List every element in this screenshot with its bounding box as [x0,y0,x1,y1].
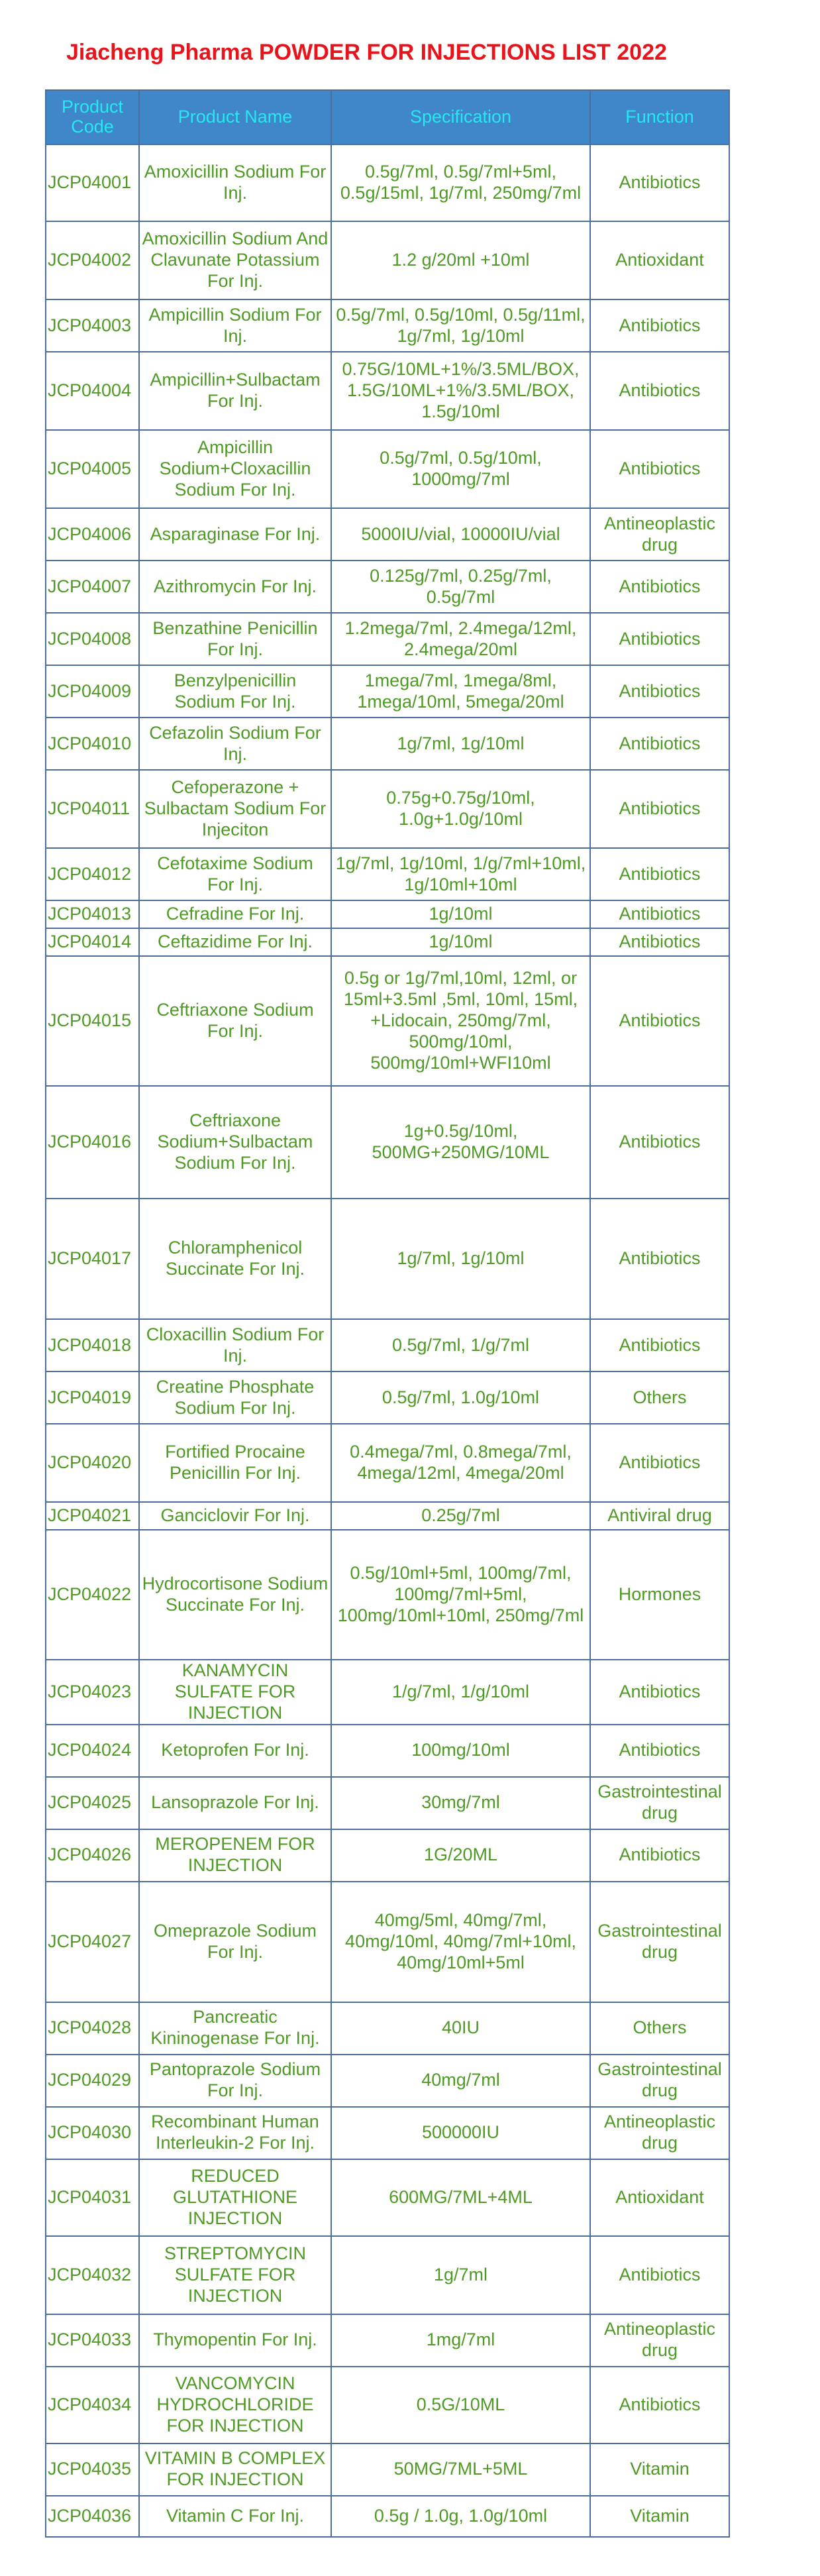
product-specification: 0.25g/7ml [331,1502,590,1530]
product-code: JCP04004 [46,352,139,430]
product-specification: 1g/7ml, 1g/10ml [331,718,590,770]
product-function: Antibiotics [590,1086,729,1199]
product-name: Fortified Procaine Penicillin For Inj. [139,1424,331,1502]
product-specification: 1g/7ml, 1g/10ml [331,1199,590,1319]
table-row [46,1725,729,1777]
product-code: JCP04005 [46,430,139,508]
product-specification: 1g+0.5g/10ml, 500MG+250MG/10ML [331,1086,590,1199]
product-name: Amoxicillin Sodium For Inj. [139,144,331,221]
product-specification: 0.5g or 1g/7ml,10ml, 12ml, or 15ml+3.5ml ,5ml, 10ml, 15ml, +Lidocain, 250mg/7ml, 500mg/10ml, 500mg/10ml+WFI10ml [331,956,590,1086]
product-specification: 1mg/7ml [331,2314,590,2367]
table-row [46,2314,729,2367]
table-row [46,2443,729,2496]
product-name: Omeprazole Sodium For Inj. [139,1882,331,2002]
product-code: JCP04009 [46,665,139,718]
product-specification: 30mg/7ml [331,1777,590,1829]
product-function: Antineoplastic drug [590,2107,729,2159]
table-row [46,1530,729,1660]
product-function: Antibiotics [590,1319,729,1371]
product-specification: 0.75G/10ML+1%/3.5ML/BOX, 1.5G/10ML+1%/3.5ML/BOX, 1.5g/10ml [331,352,590,430]
product-function: Gastrointestinal drug [590,2055,729,2107]
product-specification: 0.5g/7ml, 1.0g/10ml [331,1371,590,1424]
product-specification: 0.125g/7ml, 0.25g/7ml, 0.5g/7ml [331,561,590,613]
table-row [46,2496,729,2537]
product-code: JCP04036 [46,2496,139,2537]
table-row [46,2107,729,2159]
product-function: Antibiotics [590,928,729,956]
product-code: JCP04024 [46,1725,139,1777]
table-row [46,1502,729,1530]
product-function: Antineoplastic drug [590,508,729,561]
product-name: Thymopentin For Inj. [139,2314,331,2367]
table-row [46,613,729,665]
product-code: JCP04025 [46,1777,139,1829]
product-code: JCP04020 [46,1424,139,1502]
product-function: Hormones [590,1530,729,1660]
product-name: Cefoperazone + Sulbactam Sodium For Injeciton [139,770,331,848]
product-specification: 0.5g/7ml, 0.5g/10ml, 0.5g/11ml, 1g/7ml, 1g/10ml [331,299,590,352]
product-specification: 1g/7ml, 1g/10ml, 1/g/7ml+10ml, 1g/10ml+10ml [331,848,590,900]
product-specification: 1G/20ML [331,1829,590,1882]
table-row [46,1371,729,1424]
product-name: STREPTOMYCIN SULFATE FOR INJECTION [139,2236,331,2314]
product-name: Hydrocortisone Sodium Succinate For Inj. [139,1530,331,1660]
product-name: Ceftriaxone Sodium For Inj. [139,956,331,1086]
product-function: Vitamin [590,2496,729,2537]
product-code: JCP04015 [46,956,139,1086]
product-code: JCP04018 [46,1319,139,1371]
product-name: Benzathine Penicillin For Inj. [139,613,331,665]
product-code: JCP04002 [46,221,139,299]
product-name: Ampicillin Sodium For Inj. [139,299,331,352]
product-function: Antineoplastic drug [590,2314,729,2367]
product-name: Cloxacillin Sodium For Inj. [139,1319,331,1371]
product-name: Cefradine For Inj. [139,900,331,928]
table-row [46,1777,729,1829]
table-body [46,144,729,2537]
product-code: JCP04031 [46,2159,139,2236]
product-code: JCP04008 [46,613,139,665]
product-name: Benzylpenicillin Sodium For Inj. [139,665,331,718]
product-code: JCP04011 [46,770,139,848]
table-row [46,2159,729,2236]
product-function: Vitamin [590,2443,729,2496]
product-function: Others [590,1371,729,1424]
table-row [46,2055,729,2107]
product-name: Ceftriaxone Sodium+Sulbactam Sodium For Inj. [139,1086,331,1199]
product-specification: 100mg/10ml [331,1725,590,1777]
table-row [46,2002,729,2055]
product-code: JCP04034 [46,2367,139,2443]
product-name: Creatine Phosphate Sodium For Inj. [139,1371,331,1424]
table-row [46,718,729,770]
table-row [46,956,729,1086]
product-name: Vitamin C For Inj. [139,2496,331,2537]
product-name: VANCOMYCIN HYDROCHLORIDE FOR INJECTION [139,2367,331,2443]
header-function: Function [590,90,729,144]
table-row [46,900,729,928]
product-name: Ganciclovir For Inj. [139,1502,331,1530]
product-code: JCP04007 [46,561,139,613]
table-row [46,665,729,718]
table-row [46,144,729,221]
page-title: Jiacheng Pharma POWDER FOR INJECTIONS LIST 2022 [66,40,667,65]
product-function: Antibiotics [590,718,729,770]
table-row [46,1199,729,1319]
table-row [46,430,729,508]
product-code: JCP04001 [46,144,139,221]
product-function: Antibiotics [590,352,729,430]
product-specification: 500000IU [331,2107,590,2159]
product-name: Asparaginase For Inj. [139,508,331,561]
product-name: KANAMYCIN SULFATE FOR INJECTION [139,1660,331,1725]
product-name: Ketoprofen For Inj. [139,1725,331,1777]
product-specification: 40mg/7ml [331,2055,590,2107]
product-name: Ceftazidime For Inj. [139,928,331,956]
product-code: JCP04014 [46,928,139,956]
product-name: Pantoprazole Sodium For Inj. [139,2055,331,2107]
product-code: JCP04006 [46,508,139,561]
product-code: JCP04013 [46,900,139,928]
table-row [46,221,729,299]
product-specification: 1g/10ml [331,928,590,956]
product-function: Antibiotics [590,144,729,221]
product-code: JCP04027 [46,1882,139,2002]
product-specification: 1g/7ml [331,2236,590,2314]
product-name: MEROPENEM FOR INJECTION [139,1829,331,1882]
product-code: JCP04032 [46,2236,139,2314]
product-specification: 0.4mega/7ml, 0.8mega/7ml, 4mega/12ml, 4mega/20ml [331,1424,590,1502]
product-code: JCP04030 [46,2107,139,2159]
product-name: Azithromycin For Inj. [139,561,331,613]
table-row [46,1086,729,1199]
product-function: Antibiotics [590,2236,729,2314]
product-function: Others [590,2002,729,2055]
table-row [46,2367,729,2443]
product-code: JCP04029 [46,2055,139,2107]
product-name: Ampicillin+Sulbactam For Inj. [139,352,331,430]
product-specification: 600MG/7ML+4ML [331,2159,590,2236]
header-product-code: Product Code [46,90,139,144]
product-specification: 1mega/7ml, 1mega/8ml, 1mega/10ml, 5mega/20ml [331,665,590,718]
product-code: JCP04017 [46,1199,139,1319]
products-table [45,89,730,2538]
table-row [46,1319,729,1371]
product-function: Gastrointestinal drug [590,1882,729,2002]
product-name: Chloramphenicol Succinate For Inj. [139,1199,331,1319]
table-row [46,1829,729,1882]
product-function: Antibiotics [590,770,729,848]
product-code: JCP04003 [46,299,139,352]
product-function: Antioxidant [590,2159,729,2236]
table-row [46,561,729,613]
product-function: Antibiotics [590,1829,729,1882]
product-specification: 1.2mega/7ml, 2.4mega/12ml, 2.4mega/20ml [331,613,590,665]
table-row [46,848,729,900]
table-row [46,508,729,561]
product-code: JCP04016 [46,1086,139,1199]
product-function: Antibiotics [590,1199,729,1319]
product-name: Lansoprazole For Inj. [139,1777,331,1829]
product-function: Antibiotics [590,299,729,352]
product-specification: 0.5g/7ml, 0.5g/7ml+5ml, 0.5g/15ml, 1g/7ml, 250mg/7ml [331,144,590,221]
product-name: Cefotaxime Sodium For Inj. [139,848,331,900]
product-code: JCP04026 [46,1829,139,1882]
product-function: Antibiotics [590,665,729,718]
product-specification: 0.5g/10ml+5ml, 100mg/7ml, 100mg/7ml+5ml, 100mg/10ml+10ml, 250mg/7ml [331,1530,590,1660]
product-function: Antibiotics [590,1660,729,1725]
product-specification: 40mg/5ml, 40mg/7ml, 40mg/10ml, 40mg/7ml+10ml, 40mg/10ml+5ml [331,1882,590,2002]
product-code: JCP04010 [46,718,139,770]
product-specification: 0.75g+0.75g/10ml, 1.0g+1.0g/10ml [331,770,590,848]
product-name: Recombinant Human Interleukin-2 For Inj. [139,2107,331,2159]
product-specification: 40IU [331,2002,590,2055]
product-name: REDUCED GLUTATHIONE INJECTION [139,2159,331,2236]
product-code: JCP04019 [46,1371,139,1424]
product-name: Amoxicillin Sodium And Clavunate Potassium For Inj. [139,221,331,299]
product-function: Gastrointestinal drug [590,1777,729,1829]
product-function: Antibiotics [590,848,729,900]
header-product-name: Product Name [139,90,331,144]
product-function: Antibiotics [590,430,729,508]
product-function: Antibiotics [590,956,729,1086]
product-function: Antibiotics [590,561,729,613]
product-function: Antibiotics [590,613,729,665]
product-specification: 50MG/7ML+5ML [331,2443,590,2496]
product-code: JCP04035 [46,2443,139,2496]
product-specification: 0.5G/10ML [331,2367,590,2443]
product-specification: 1/g/7ml, 1/g/10ml [331,1660,590,1725]
product-code: JCP04023 [46,1660,139,1725]
product-specification: 0.5g/7ml, 0.5g/10ml, 1000mg/7ml [331,430,590,508]
product-name: Ampicillin Sodium+Cloxacillin Sodium For Inj. [139,430,331,508]
table-row [46,770,729,848]
product-specification: 1.2 g/20ml +10ml [331,221,590,299]
product-specification: 0.5g / 1.0g, 1.0g/10ml [331,2496,590,2537]
table-row [46,299,729,352]
table-row [46,928,729,956]
product-specification: 1g/10ml [331,900,590,928]
product-function: Antibiotics [590,1725,729,1777]
product-function: Antibiotics [590,2367,729,2443]
product-function: Antioxidant [590,221,729,299]
product-name: VITAMIN B COMPLEX FOR INJECTION [139,2443,331,2496]
product-specification: 0.5g/7ml, 1/g/7ml [331,1319,590,1371]
table-row [46,1660,729,1725]
product-name: Pancreatic Kininogenase For Inj. [139,2002,331,2055]
table-row [46,1424,729,1502]
product-name: Cefazolin Sodium For Inj. [139,718,331,770]
product-code: JCP04028 [46,2002,139,2055]
header-specification: Specification [331,90,590,144]
product-specification: 5000IU/vial, 10000IU/vial [331,508,590,561]
table-row [46,352,729,430]
product-code: JCP04033 [46,2314,139,2367]
table-header [46,90,729,144]
product-code: JCP04012 [46,848,139,900]
product-function: Antibiotics [590,1424,729,1502]
table-row [46,1882,729,2002]
product-function: Antiviral drug [590,1502,729,1530]
table-row [46,2236,729,2314]
product-code: JCP04021 [46,1502,139,1530]
header-row [46,90,729,144]
product-function: Antibiotics [590,900,729,928]
product-code: JCP04022 [46,1530,139,1660]
